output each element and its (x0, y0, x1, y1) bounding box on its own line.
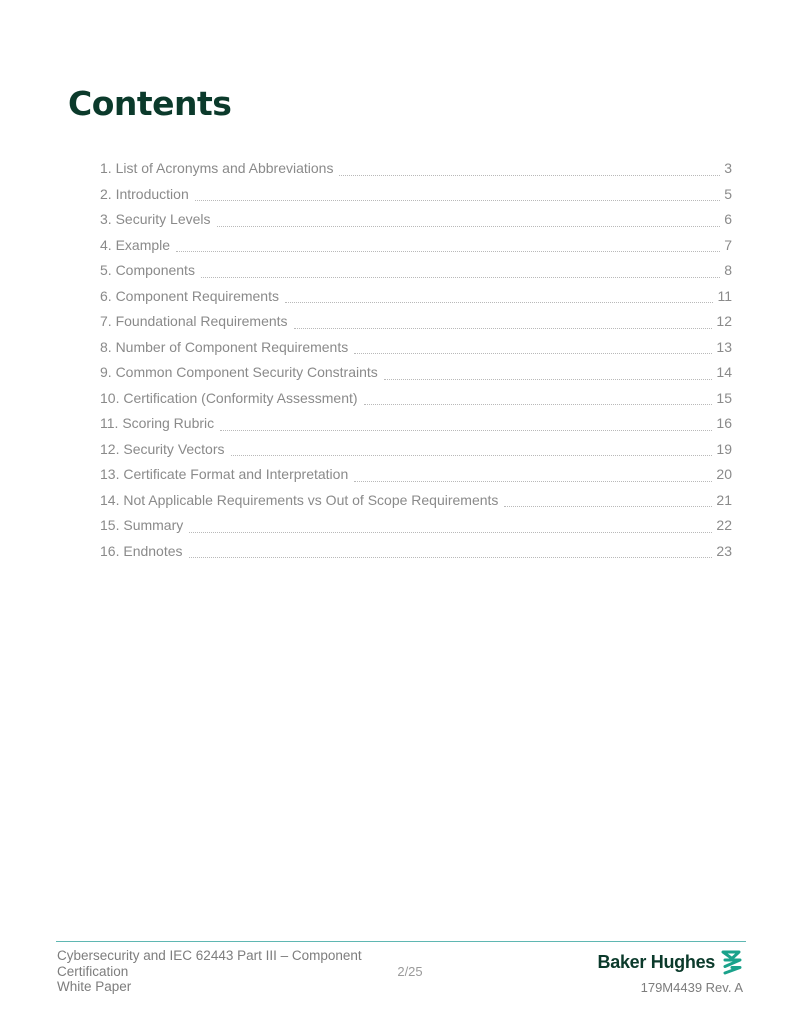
toc-entry[interactable] (100, 360, 732, 386)
toc-entry-page: 20 (716, 466, 732, 482)
toc-entry-page: 7 (724, 236, 732, 253)
toc-dot-leader (354, 352, 712, 354)
footer-document-number: 179M4439 Rev. A (640, 980, 743, 995)
toc-entry[interactable] (100, 513, 732, 539)
toc-entry-label: 10. Certification (Conformity Assessment) (100, 389, 358, 406)
toc-dot-leader (294, 327, 713, 329)
toc-entry-page: 8 (724, 262, 732, 278)
toc-entry-page: 19 (716, 440, 732, 457)
footer-doc-title-line1: Cybersecurity and IEC 62443 Part III – Component (57, 948, 362, 963)
toc-dot-leader (176, 250, 720, 252)
toc-entry-page: 3 (724, 160, 732, 176)
toc-entry[interactable] (100, 335, 732, 361)
toc-dot-leader (384, 378, 713, 380)
toc-entry[interactable] (100, 207, 732, 233)
page-title: Contents (68, 84, 232, 123)
toc-entry-label: 7. Foundational Requirements (100, 313, 288, 329)
toc-entry[interactable] (100, 156, 732, 182)
toc-entry-label: 16. Endnotes (100, 542, 183, 559)
toc-entry-page: 6 (724, 211, 732, 227)
toc-dot-leader (189, 531, 712, 533)
footer-doc-type: White Paper (57, 979, 132, 994)
toc-entry-label: 1. List of Acronyms and Abbreviations (100, 160, 334, 176)
footer-doc-title-line2: Certification (57, 963, 129, 979)
toc-entry-label: 2. Introduction (100, 185, 189, 202)
toc-entry-label: 6. Component Requirements (100, 287, 279, 304)
toc-dot-leader (195, 199, 720, 201)
toc-dot-leader (220, 429, 712, 431)
toc-entry[interactable] (100, 411, 732, 437)
footer-document-info (57, 948, 397, 995)
toc-entry-label: 5. Components (100, 262, 195, 278)
toc-entry-page: 11 (717, 287, 732, 304)
toc-dot-leader (217, 225, 721, 227)
toc-dot-leader (354, 480, 712, 482)
toc-entry-page: 12 (716, 313, 732, 329)
toc-dot-leader (364, 403, 713, 405)
toc-dot-leader (231, 454, 713, 456)
toc-entry-page: 14 (716, 364, 732, 380)
toc-entry-label: 8. Number of Component Requirements (100, 338, 349, 355)
toc-entry-label: 12. Security Vectors (100, 440, 225, 457)
toc-dot-leader (189, 556, 713, 558)
toc-entry[interactable] (100, 258, 732, 284)
toc-entry-page: 23 (716, 542, 732, 559)
toc-entry[interactable] (100, 462, 732, 488)
footer-page-number: 2/25 (397, 964, 423, 979)
toc-entry[interactable] (100, 488, 732, 514)
toc-entry-page: 22 (716, 517, 732, 533)
toc-entry[interactable] (100, 233, 732, 259)
toc-entry-page: 15 (716, 389, 732, 406)
toc-dot-leader (504, 505, 712, 507)
toc-entry[interactable] (100, 309, 732, 335)
toc-entry-label: 13. Certificate Format and Interpretation (100, 466, 349, 482)
toc-entry-label: 11. Scoring Rubric (100, 415, 215, 431)
toc-entry-label: 9. Common Component Security Constraints (100, 364, 378, 380)
toc-entry[interactable] (100, 386, 732, 412)
brand-name: Baker Hughes (597, 951, 715, 972)
toc-entry-label: 15. Summary (100, 517, 184, 533)
toc-entry-label: 4. Example (100, 236, 171, 253)
baker-hughes-logo-icon (720, 949, 744, 975)
toc-dot-leader (285, 301, 713, 303)
toc-entry-label: 3. Security Levels (100, 211, 211, 227)
toc-entry-page: 16 (716, 415, 732, 431)
brand-logo (598, 949, 744, 975)
toc-entry[interactable] (100, 539, 732, 565)
toc-entry-page: 13 (716, 338, 732, 355)
toc-dot-leader (339, 174, 720, 176)
table-of-contents (100, 156, 732, 564)
toc-entry[interactable] (100, 284, 732, 310)
toc-entry-page: 21 (716, 491, 732, 508)
toc-entry-label: 14. Not Applicable Requirements vs Out of Scope Requirements (100, 491, 499, 508)
footer-divider (56, 941, 746, 942)
toc-entry[interactable] (100, 182, 732, 208)
toc-entry-page: 5 (724, 185, 732, 202)
toc-entry[interactable] (100, 437, 732, 463)
toc-dot-leader (201, 276, 720, 278)
